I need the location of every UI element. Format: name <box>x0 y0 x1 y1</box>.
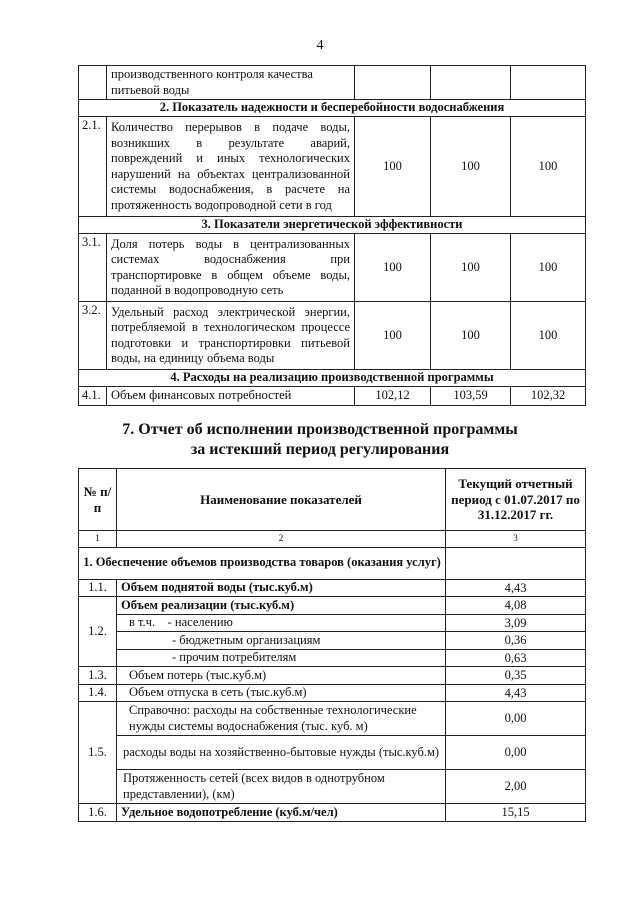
value-cell: 100 <box>355 302 431 370</box>
indicator-label: расходы воды на хозяйственно-бытовые нужды (тыс.куб.м) <box>117 736 446 770</box>
including-label: в т.ч. <box>129 615 156 629</box>
section-row <box>79 217 586 234</box>
table-row <box>79 804 586 822</box>
row-number: 4.1. <box>79 387 107 406</box>
value-cell: 0,63 <box>446 649 586 667</box>
value-cell: 100 <box>511 302 586 370</box>
indicator-label: Количество перерывов в подаче воды, возникших в результате аварий, повреждений и иных технологических нарушений на объектах централизованной системы водоснабжения, в расчете на протяженность водопроводной сети в год <box>107 117 355 217</box>
header-name: Наименование показателей <box>117 469 446 531</box>
row-number: 1.2. <box>79 597 117 667</box>
value-cell: 100 <box>431 234 511 302</box>
section-3-heading: 3. Показатели энергетической эффективности <box>79 217 586 234</box>
value-cell: 102,12 <box>355 387 431 406</box>
row-number <box>79 66 107 100</box>
sub-label: - бюджетным организациям <box>117 632 446 650</box>
value-cell: 0,00 <box>446 702 586 736</box>
value-cell: 100 <box>355 117 431 217</box>
table-row <box>79 684 586 702</box>
value-cell: 4,08 <box>446 597 586 615</box>
table-row <box>79 234 586 302</box>
table-row <box>79 66 586 100</box>
indicator-label: Объем отпуска в сеть (тыс.куб.м) <box>117 684 446 702</box>
section-row <box>79 100 586 117</box>
table-row <box>79 736 586 770</box>
row-number: 1.6. <box>79 804 117 822</box>
section-4-heading: 4. Расходы на реализацию производственной программы <box>79 370 586 387</box>
title-line-1: 7. Отчет об исполнении производственной программы <box>122 421 518 438</box>
row-number: 1.1. <box>79 579 117 597</box>
table-row <box>79 117 586 217</box>
table-row <box>79 302 586 370</box>
sub-label: - населению <box>167 615 233 629</box>
value-cell: 0,36 <box>446 632 586 650</box>
section-row <box>79 547 586 579</box>
indicator-label: Объем реализации (тыс.куб.м) <box>117 597 446 615</box>
indicator-label: Удельное водопотребление (куб.м/чел) <box>117 804 446 822</box>
indicator-label: Объем финансовых потребностей <box>107 387 355 406</box>
indicator-label: Удельный расход электрической энергии, потребляемой в технологическом процессе подготовки и транспортировки питьевой воды, на единицу объема воды <box>107 302 355 370</box>
table-row <box>79 632 586 650</box>
indicator-label: Доля потерь воды в централизованных системах водоснабжения при транспортировке в общем объеме воды, поданной в водопроводную сеть <box>107 234 355 302</box>
index-row <box>79 531 586 548</box>
header-value: Текущий отчетный период с 01.07.2017 по 31.12.2017 гг. <box>446 469 586 531</box>
table-row <box>79 649 586 667</box>
section-row <box>79 370 586 387</box>
index-cell: 3 <box>446 531 586 548</box>
indicator-label <box>117 614 446 632</box>
value-cell: 3,09 <box>446 614 586 632</box>
table-row <box>79 667 586 685</box>
indicator-label: Протяженность сетей (всех видов в однотрубном представлении), (км) <box>117 770 446 804</box>
value-cell: 4,43 <box>446 579 586 597</box>
value-cell: 100 <box>511 117 586 217</box>
value-cell: 4,43 <box>446 684 586 702</box>
header-row <box>79 469 586 531</box>
table-row <box>79 597 586 615</box>
row-number: 1.5. <box>79 702 117 804</box>
value-cell: 100 <box>511 234 586 302</box>
value-cell: 100 <box>431 117 511 217</box>
table-row <box>79 614 586 632</box>
section-1-heading: 1. Обеспечение объемов производства товаров (оказания услуг) <box>79 547 446 579</box>
indicator-label: Справочно: расходы на собственные технологические нужды системы водоснабжения (тыс. куб. м) <box>117 702 446 736</box>
report-table <box>78 468 586 822</box>
indicator-label: производственного контроля качества питьевой воды <box>107 66 355 100</box>
table-row <box>79 579 586 597</box>
row-number: 2.1. <box>79 117 107 217</box>
page-number: 4 <box>316 38 324 53</box>
indicator-label: Объем поднятой воды (тыс.куб.м) <box>117 579 446 597</box>
table-row <box>79 387 586 406</box>
table-row <box>79 702 586 736</box>
index-cell: 1 <box>79 531 117 548</box>
row-number: 3.1. <box>79 234 107 302</box>
value-cell: 0,35 <box>446 667 586 685</box>
header-number: № п/п <box>79 469 117 531</box>
title-line-2: за истекший период регулирования <box>190 441 450 458</box>
section-7-title <box>0 420 640 460</box>
row-number: 3.2. <box>79 302 107 370</box>
value-cell: 100 <box>431 302 511 370</box>
table-row <box>79 770 586 804</box>
value-cell: 2,00 <box>446 770 586 804</box>
value-cell: 102,32 <box>511 387 586 406</box>
index-cell: 2 <box>117 531 446 548</box>
sub-label: - прочим потребителям <box>117 649 446 667</box>
value-cell: 103,59 <box>431 387 511 406</box>
indicator-label: Объем потерь (тыс.куб.м) <box>117 667 446 685</box>
row-number: 1.4. <box>79 684 117 702</box>
value-cell: 0,00 <box>446 736 586 770</box>
value-cell: 15,15 <box>446 804 586 822</box>
row-number: 1.3. <box>79 667 117 685</box>
section-2-heading: 2. Показатель надежности и бесперебойности водоснабжения <box>79 100 586 117</box>
value-cell: 100 <box>355 234 431 302</box>
indicators-table <box>78 65 586 406</box>
